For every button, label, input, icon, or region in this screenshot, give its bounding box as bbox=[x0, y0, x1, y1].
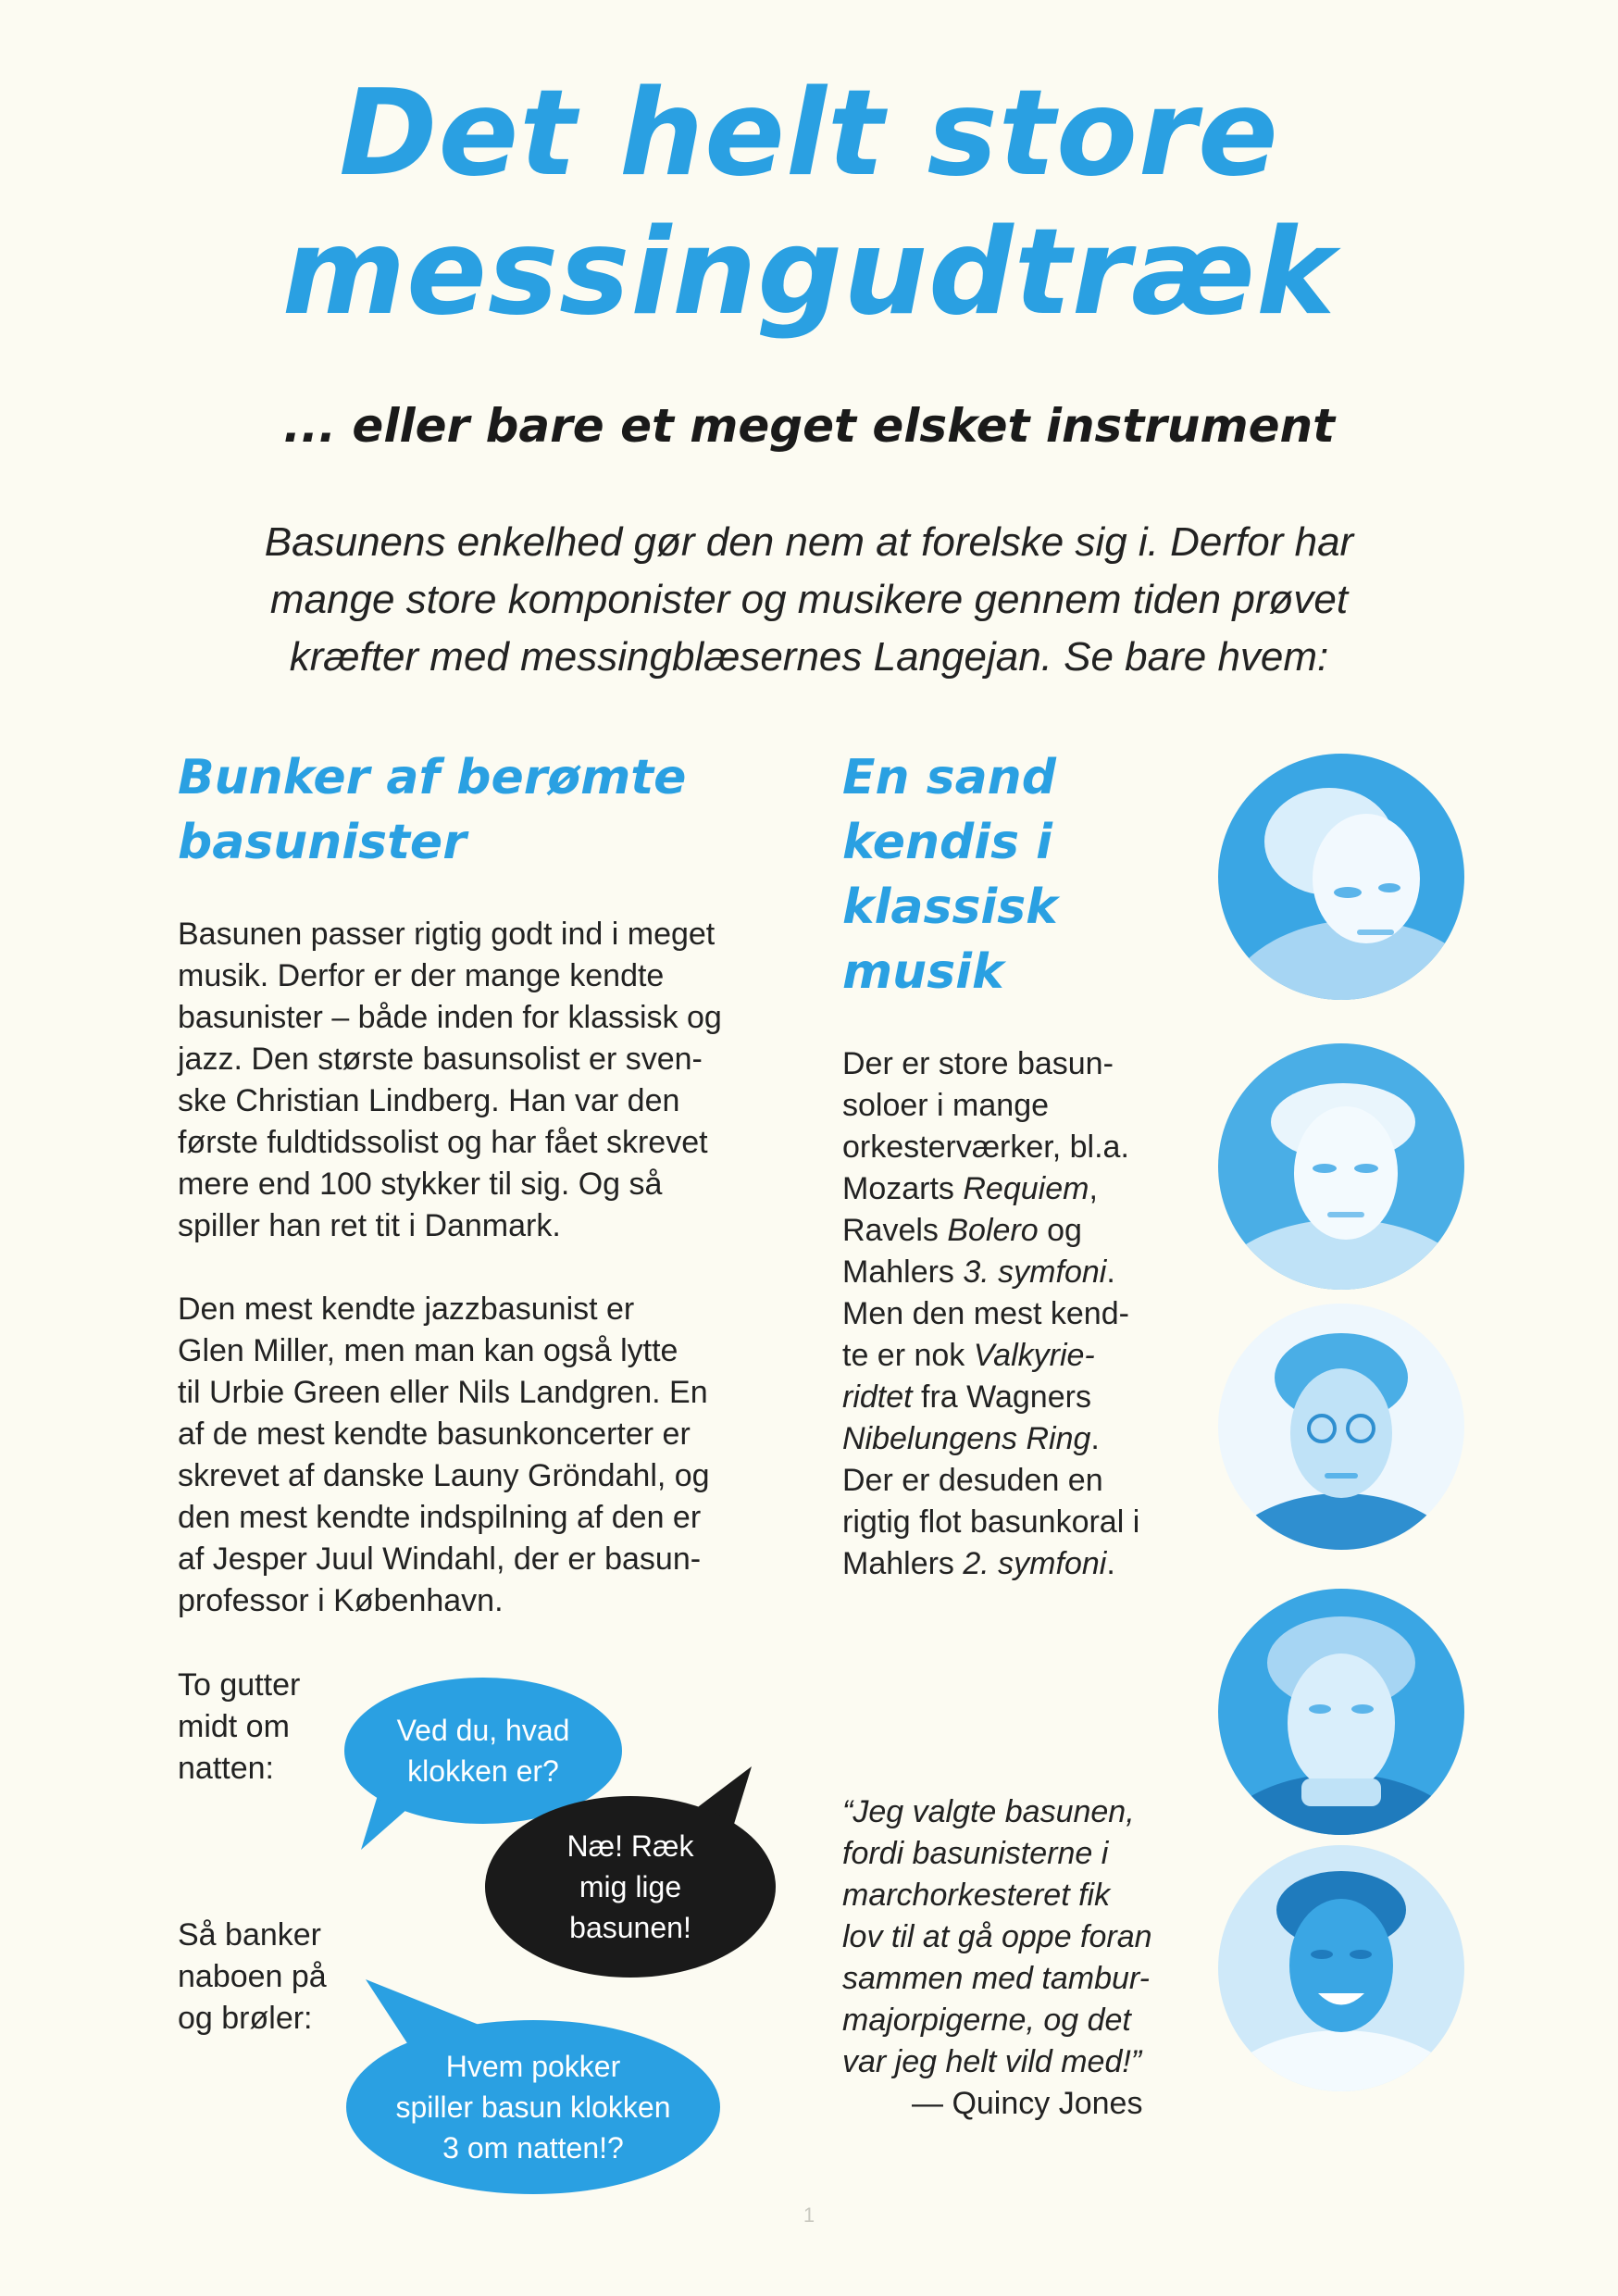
right-text-1: Der er store basun- soloer i mange orkesterværker, bl.a. Mozarts bbox=[842, 1046, 1129, 1206]
subtitle: ... eller bare et meget elsket instrument bbox=[283, 399, 1335, 453]
speech-bubble-3: Hvem pokker spiller basun klokken 3 om natten!? bbox=[346, 2020, 720, 2194]
right-text-7: . bbox=[1106, 1546, 1115, 1581]
portrait-wagner bbox=[1218, 1589, 1464, 1835]
left-paragraph-1: Basunen passer rigtig godt ind i meget musik. Derfor er der mange kendte basunister – både inden for klassisk og jazz. Den største basunsolist er sven- ske Christian Lindberg. Han var den første fuldtidssolist og har fået skrevet mere end 100 stykker til sig. Og så spiller han ret tit i Danmark. bbox=[178, 917, 722, 1243]
title-line-1: Det helt store bbox=[339, 65, 1279, 203]
quote-text: “Jeg valgte basunen, fordi basunisterne i marchorkesteret fik lov til at gå oppe foran sammen med tambur- majorpigerne, og det var jeg helt vild med!” bbox=[842, 1794, 1152, 2079]
title-nibelungen-ring: Nibelungens Ring bbox=[842, 1421, 1091, 1456]
comic-label-1: To gutter midt om natten: bbox=[178, 1667, 301, 1786]
speech-bubble-1: Ved du, hvad klokken er? bbox=[344, 1678, 622, 1824]
left-body bbox=[178, 914, 807, 1664]
right-text-4: . Men den mest kend- te er nok bbox=[842, 1254, 1129, 1373]
title-requiem: Requiem bbox=[963, 1171, 1089, 1206]
quote-author: — Quincy Jones bbox=[912, 2086, 1143, 2121]
title-line-2: messingudtræk bbox=[281, 204, 1337, 342]
portrait-ravel bbox=[1218, 1043, 1464, 1290]
comic-label-2: Så banker naboen på og brøler: bbox=[178, 1917, 327, 2036]
title-bolero: Bolero bbox=[947, 1213, 1039, 1248]
page-title bbox=[0, 65, 1618, 343]
right-text-3: og Mahlers bbox=[842, 1213, 1082, 1290]
right-text-2: , Ravels bbox=[842, 1171, 1098, 1248]
portrait-mozart bbox=[1218, 754, 1464, 1000]
title-symphony-3: 3. symfoni bbox=[963, 1254, 1107, 1290]
left-paragraph-2: Den mest kendte jazzbasunist er Glen Miller, men man kan også lytte til Urbie Green eller Nils Landgren. En af de mest kendte basunkoncerter er skrevet af danske Launy Gröndahl, og den mest kendte indspilning af den er af Jesper Juul Windahl, der er basun- professor i København. bbox=[178, 1292, 710, 1618]
portrait-quincy-jones bbox=[1218, 1845, 1464, 2091]
page-number: 1 bbox=[803, 2203, 815, 2227]
intro-text bbox=[139, 514, 1479, 686]
title-valkyrie: Valkyrie- ridtet bbox=[842, 1338, 1095, 1415]
right-text-6: . Der er desuden en rigtig flot basunkoral i Mahlers bbox=[842, 1421, 1140, 1581]
title-symphony-2: 2. symfoni bbox=[963, 1546, 1107, 1581]
intro-line-1: Basunens enkelhed gør den nem at forelske sig i. Derfor har bbox=[264, 519, 1354, 565]
right-text-5: fra Wagners bbox=[921, 1379, 1091, 1415]
speech-bubble-2: Næ! Ræk mig lige basunen! bbox=[485, 1796, 776, 1978]
left-heading: Bunker af berømte basunister bbox=[178, 750, 687, 870]
intro-line-2: mange store komponister og musikere gennem tiden prøvet bbox=[269, 577, 1349, 622]
intro-line-3: kræfter med messingblæsernes Langejan. Se bare hvem: bbox=[289, 634, 1329, 680]
right-body bbox=[842, 1043, 1194, 1585]
right-heading: En sand kendis i klassisk musik bbox=[842, 750, 1058, 1000]
portrait-mahler bbox=[1218, 1304, 1464, 1550]
